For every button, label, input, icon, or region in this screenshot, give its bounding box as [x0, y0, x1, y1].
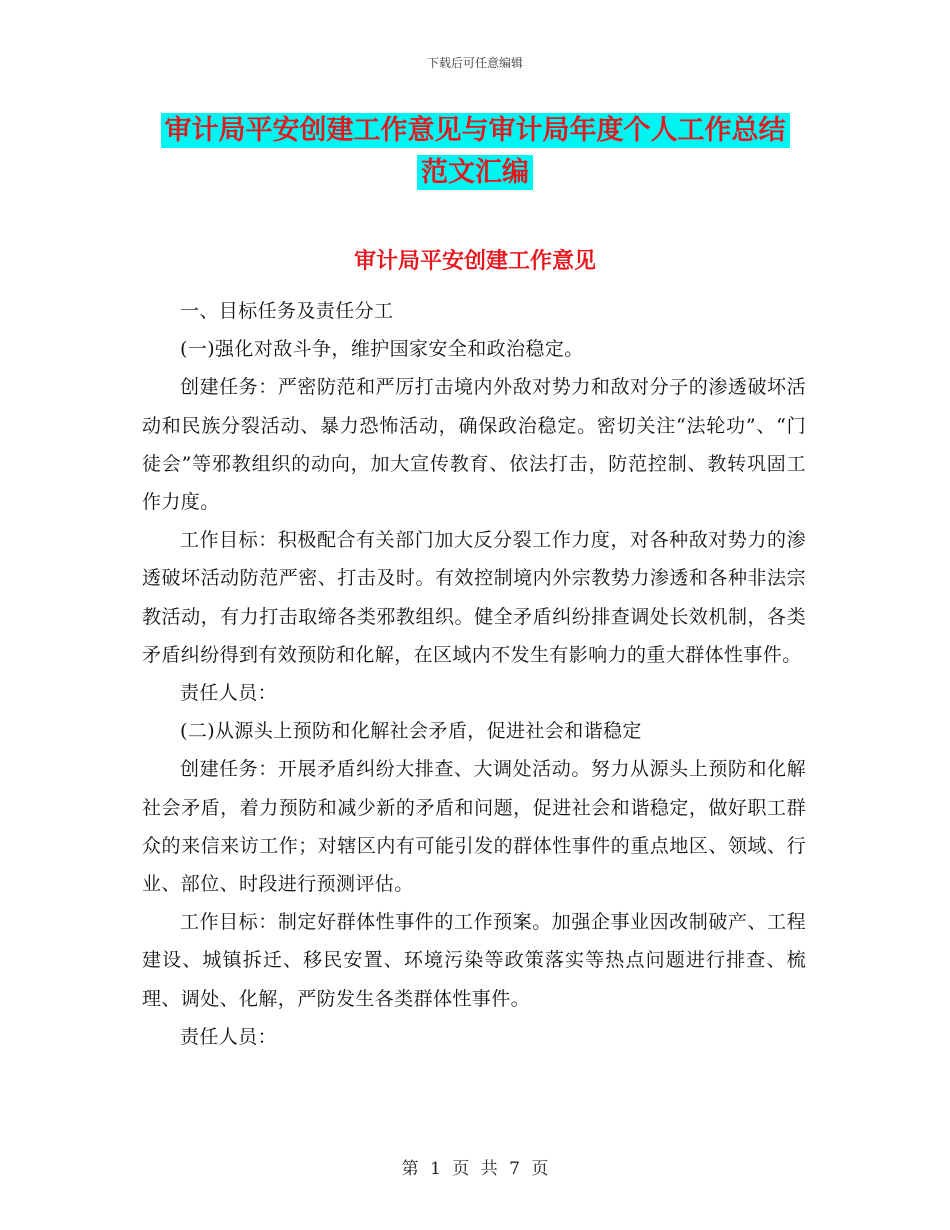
subheading-2: (二)从源头上预防和化解社会矛盾，促进社会和谐稳定 [180, 720, 642, 743]
document-title-line-1 [0, 108, 950, 154]
paragraph-responsible-1: 责任人员： [180, 682, 278, 705]
subheading-1: (一)强化对敌斗争，维护国家安全和政治稳定。 [180, 338, 584, 361]
document-body [142, 292, 806, 1056]
section-title: 审计局平安创建工作意见 [353, 249, 596, 274]
paragraph-goal-1: 工作目标：积极配合有关部门加大反分裂工作力度，对各种敌对势力的渗透破坏活动防范严密、打击及时。有效控制境内外宗教势力渗透和各种非法宗教活动，有力打击取缔各类邪教组织。健全矛盾纠纷排查调处长效机制，各类矛盾纠纷得到有效预防和化解，在区域内不发生有影响力的重大群体性事件。 [142, 529, 806, 666]
page-footer: 第 1 页 共 7 页 [401, 1159, 549, 1179]
paragraph-task-2: 创建任务：开展矛盾纠纷大排查、大调处活动。努力从源头上预防和化解社会矛盾，着力预防和减少新的矛盾和问题，促进社会和谐稳定，做好职工群众的来信来访工作；对辖区内有可能引发的群体性事件的重点地区、领域、行业、部位、时段进行预测评估。 [142, 758, 806, 896]
paragraph-responsible-2: 责任人员： [180, 1025, 278, 1048]
document-title-text-1: 审计局平安创建工作意见与审计局年度个人工作总结 [161, 113, 790, 148]
paragraph-goal-2: 工作目标：制定好群体性事件的工作预案。加强企事业因改制破产、工程建设、城镇拆迁、移民安置、环境污染等政策落实等热点问题进行排查、梳理、调处、化解，严防发生各类群体性事件。 [142, 911, 806, 1010]
document-title-line-2 [0, 150, 950, 196]
document-title-text-2: 范文汇编 [417, 155, 533, 190]
header-note: 下载后可任意编辑 [426, 56, 523, 70]
paragraph-task-1: 创建任务：严密防范和严厉打击境内外敌对势力和敌对分子的渗透破坏活动和民族分裂活动、暴力恐怖活动，确保政治稳定。密切关注“法轮功”、“门徒会”等邪教组织的动向，加大宣传教育、依法打击，防范控制、教转巩固工作力度。 [142, 376, 806, 514]
heading-targets: 一、目标任务及责任分工 [180, 300, 394, 322]
